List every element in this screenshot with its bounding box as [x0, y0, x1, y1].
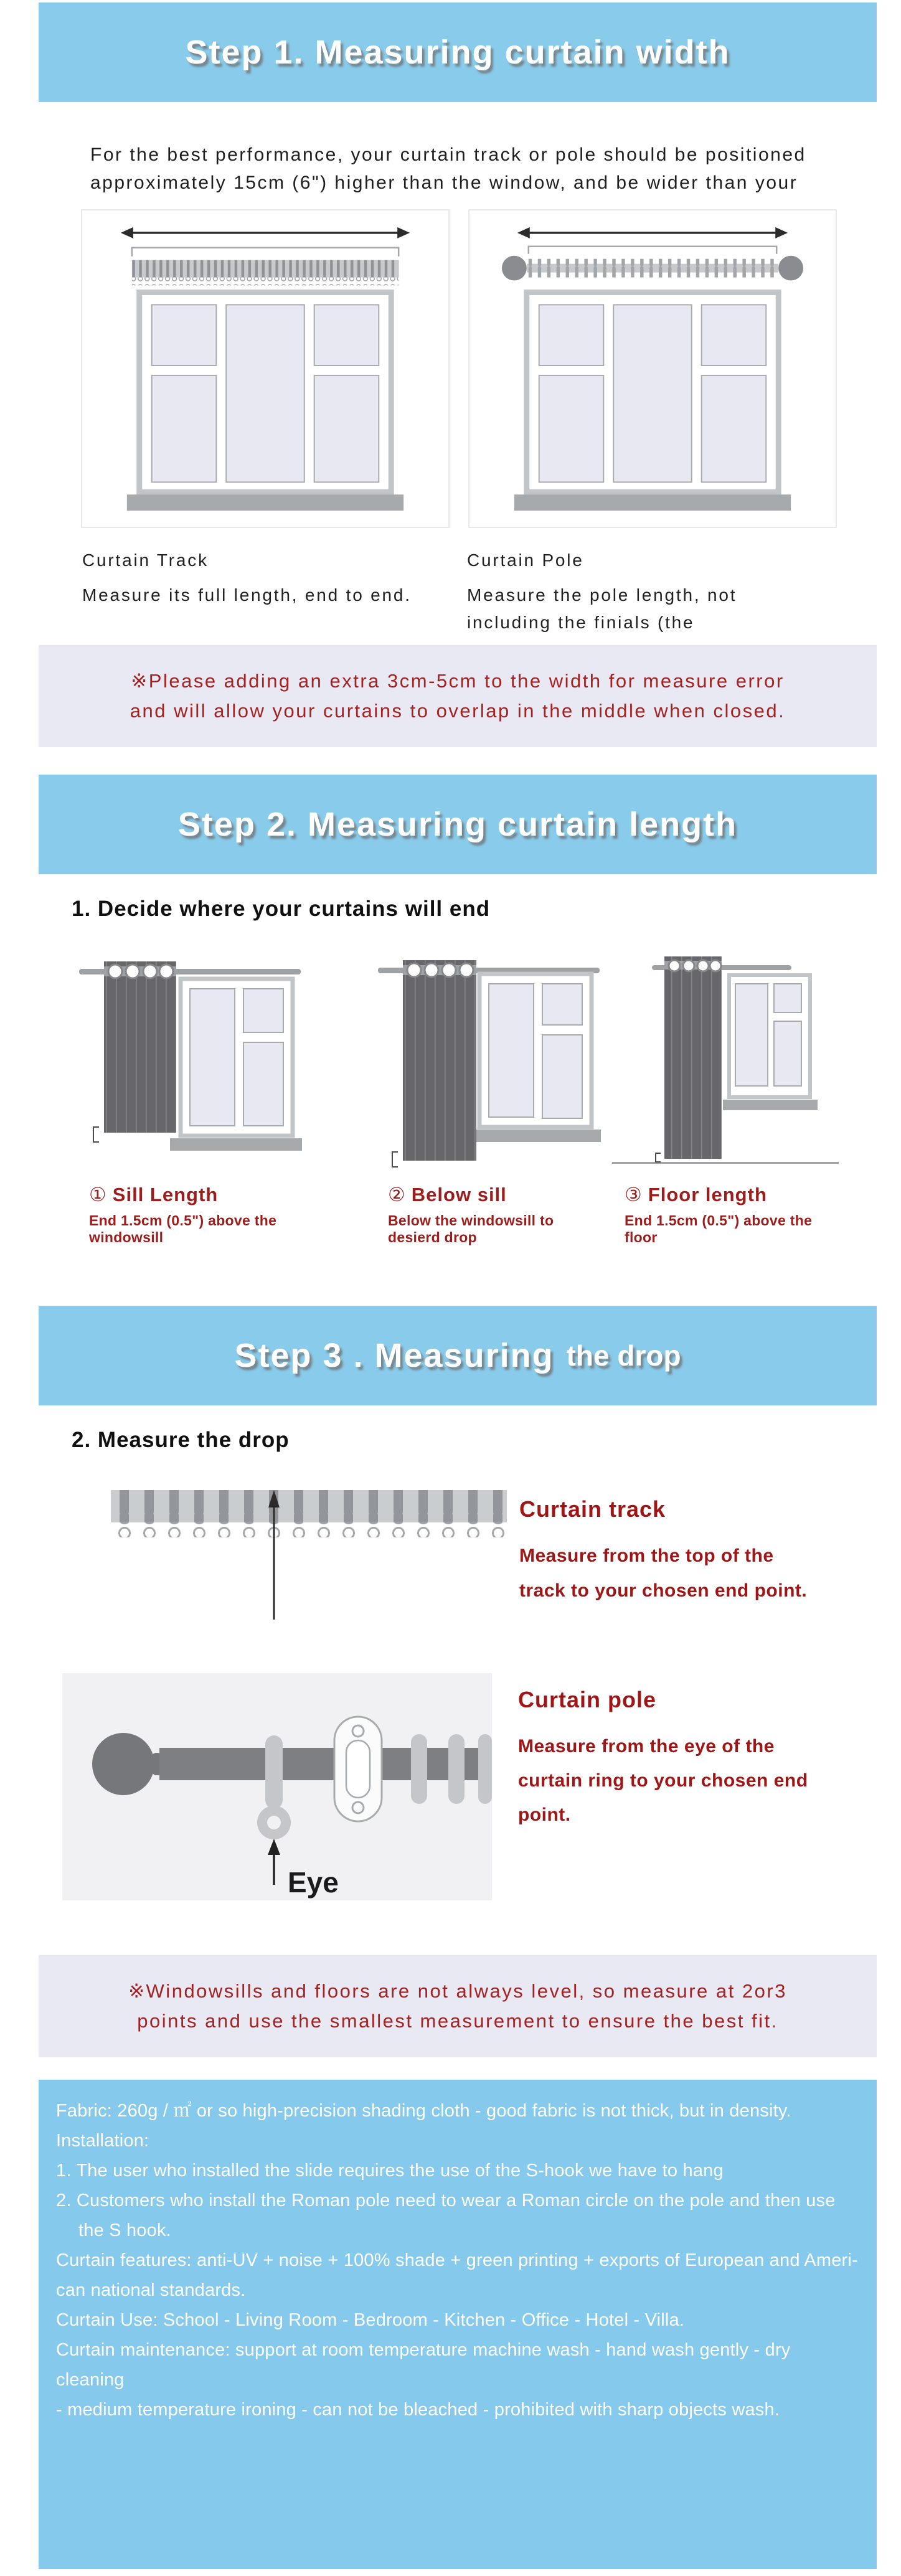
curtain-pole-window-illustration [469, 210, 836, 527]
info-installation: Installation: [56, 2131, 149, 2151]
option-title-text: Below sill [411, 1184, 507, 1205]
info-install-2: 2. Customers who install the Roman pole need to wear a Roman circle on the pole and then use [56, 2191, 836, 2210]
info-install-1: 1. The user who installed the slide requires the use of the S-hook we have to hang [56, 2161, 724, 2181]
sill-length-caption [72, 1184, 308, 1246]
measure-mark [93, 1127, 99, 1142]
step3-banner-subtitle: the drop [566, 1339, 681, 1372]
option-title-text: Floor length [648, 1184, 767, 1205]
pole-drop-body-line2: curtain ring to your chosen end [518, 1770, 808, 1791]
windowsill [127, 494, 403, 511]
measure-bracket [132, 248, 399, 257]
pole-drop-body-line3: point. [518, 1805, 571, 1825]
step1-banner-title: Step 1. Measuring curtain width [185, 34, 730, 71]
sill-length-title [89, 1184, 308, 1206]
measure-mark [392, 1152, 398, 1167]
width-arrow-icon [517, 227, 788, 238]
drop-note-line2: points and use the smallest measurement to ensure the best fit. [137, 2010, 778, 2032]
window [729, 975, 810, 1097]
sill-length-illustration [72, 943, 308, 1173]
width-note-line2: and will allow your curtains to overlap in the middle when closed. [130, 700, 786, 722]
window [527, 292, 778, 492]
curtain-panel [403, 960, 476, 1161]
curtain-track-caption-title: Curtain Track [82, 550, 209, 570]
step3-banner-title: Step 3 . Measuring [234, 1337, 554, 1374]
curtain-track-window-illustration [82, 210, 448, 527]
step1-intro-text [90, 141, 901, 197]
step3-heading: 2. Measure the drop [72, 1428, 290, 1452]
step1-captions-row [82, 547, 901, 636]
track-drop-text [519, 1481, 807, 1625]
curtain-track-hooks [132, 278, 399, 286]
info-features: Curtain features: anti-UV + noise + 100% shade + green printing + exports of European and Ameri- [56, 2250, 858, 2270]
sill-length-desc: End 1.5cm (0.5") above the windowsill [89, 1212, 277, 1245]
window [139, 292, 391, 492]
floor-length-option [607, 943, 844, 1246]
floor-line [612, 1162, 839, 1164]
curtain-pole-caption-body1: Measure the pole length, not [467, 585, 737, 605]
below-sill-illustration [370, 943, 607, 1173]
curtain-pole-caption-body2: including the finials (the [467, 613, 695, 632]
curtain-track-caption [82, 547, 448, 636]
eye-arrow-icon [268, 1839, 280, 1885]
sill-length-option [72, 943, 308, 1246]
step3-banner [39, 1306, 877, 1405]
option-number: ① [89, 1184, 106, 1205]
window [479, 974, 592, 1127]
step1-banner [39, 2, 877, 102]
step2-heading: 1. Decide where your curtains will end [72, 897, 491, 921]
measure-bracket [529, 247, 776, 254]
width-note-line1: ※Please adding an extra 3cm-5cm to the width for measure error [131, 670, 785, 692]
curtain-track-bar [132, 260, 399, 278]
info-maintenance: Curtain maintenance: support at room temperature machine wash - hand wash gently - dry cleaning [56, 2340, 791, 2390]
floor-length-desc: End 1.5cm (0.5") above the floor [625, 1212, 813, 1245]
below-sill-caption [370, 1184, 607, 1246]
curtain-track-strip-illustration [87, 1481, 511, 1625]
curtain-track-caption-body: Measure its full length, end to end. [82, 585, 412, 605]
curtain-pole-caption [467, 547, 833, 636]
track-drop-body-line1: Measure from the top of the [519, 1545, 774, 1566]
windowsill [170, 1138, 302, 1151]
pole-bar [159, 1748, 492, 1780]
track-drop-body [519, 1539, 807, 1608]
option-number: ② [388, 1184, 405, 1205]
pole-finial [92, 1733, 154, 1795]
track-drop-row [87, 1481, 901, 1625]
wall-bracket [334, 1717, 382, 1821]
pole-drop-body-line1: Measure from the eye of the [518, 1736, 775, 1757]
info-maintenance-2: - medium temperature ironing - can not be bleached - prohibited with sharp objects wash. [56, 2400, 780, 2420]
product-info-block [39, 2080, 877, 2569]
curtain-pole-caption-title: Curtain Pole [467, 550, 584, 570]
curtain-ring [448, 1734, 465, 1804]
windowsill [514, 494, 791, 511]
curtain-ring [478, 1734, 492, 1804]
width-arrow-icon [121, 227, 410, 238]
info-fabric: Fabric: 260g / ㎡ or so high-precision shading cloth - good fabric is not thick, but in density. [56, 2101, 791, 2121]
option-number: ③ [625, 1184, 642, 1205]
curtain-track-diagram [81, 209, 450, 528]
below-sill-desc: Below the windowsill to desierd drop [388, 1212, 554, 1245]
pole-finial-right [778, 256, 803, 281]
info-features-2: can national standards. [56, 2280, 246, 2300]
pole-closeup-box [62, 1673, 492, 1900]
curtain-track-hooks [111, 1522, 507, 1537]
pole-finial-left [502, 256, 527, 281]
measure-mark [656, 1153, 661, 1162]
drop-note-box [39, 1955, 877, 2057]
pole-drop-row [62, 1673, 901, 1900]
step2-banner [39, 775, 877, 874]
curtain-pole-closeup-illustration [62, 1673, 492, 1900]
below-sill-option [370, 943, 607, 1246]
step1-intro-line2: approximately 15cm (6") higher than the window, and be wider than your [90, 172, 798, 193]
pole-drop-text [518, 1673, 808, 1900]
curtain-track-bar [111, 1490, 507, 1522]
info-use: Curtain Use: School - Living Room - Bedroom - Kitchen - Office - Hotel - Villa. [56, 2310, 685, 2330]
windowsill [723, 1100, 818, 1110]
pole-drop-body [518, 1729, 808, 1832]
step2-banner-title: Step 2. Measuring curtain length [177, 806, 738, 843]
track-drop-title: Curtain track [519, 1496, 666, 1522]
curtain-pole-diagram [468, 209, 837, 528]
curtain-pole-bar [502, 256, 803, 281]
pole-drop-title: Curtain pole [518, 1687, 657, 1712]
width-note-box [39, 645, 877, 747]
curtain-panel [664, 956, 722, 1159]
windowsill [469, 1130, 601, 1142]
curtain-ring [411, 1734, 427, 1804]
floor-length-caption [607, 1184, 844, 1246]
step2-diagrams-row [72, 943, 901, 1246]
curtain-panel [104, 961, 176, 1133]
track-drop-body-line2: track to your chosen end point. [519, 1580, 808, 1601]
eye-label: Eye [288, 1866, 339, 1899]
floor-length-title [625, 1184, 844, 1206]
window [181, 979, 293, 1136]
step1-diagrams-row [81, 209, 901, 528]
floor-length-illustration [607, 943, 844, 1173]
info-install-2b: the S hook. [78, 2220, 171, 2240]
drop-note-line1: ※Windowsills and floors are not always level, so measure at 2or3 [128, 1980, 787, 2002]
below-sill-title [388, 1184, 607, 1206]
option-title-text: Sill Length [112, 1184, 219, 1205]
step1-intro-line1: For the best performance, your curtain track or pole should be positioned [90, 144, 806, 165]
